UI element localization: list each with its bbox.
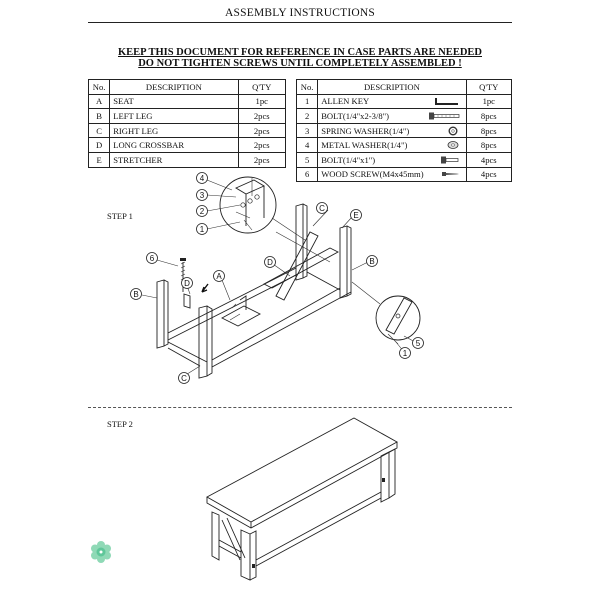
callout-e [351, 210, 362, 221]
detail-zoom-top [220, 177, 330, 262]
hardware-qty: 1pc [466, 94, 511, 109]
page-title: ASSEMBLY INSTRUCTIONS [225, 7, 375, 19]
callout-1-right [400, 348, 411, 359]
detail-zoom-right [352, 282, 420, 344]
col-description: DESCRIPTION [318, 80, 466, 95]
svg-text:B: B [133, 290, 139, 299]
svg-text:C: C [319, 204, 325, 213]
svg-text:A: A [216, 272, 222, 281]
part-qty: 1pc [238, 94, 286, 109]
brand-logo-flower-icon [91, 541, 111, 563]
part-no: E [89, 152, 110, 167]
svg-text:2: 2 [199, 207, 205, 216]
part-no: C [89, 123, 110, 138]
assembled-bench [207, 418, 397, 580]
svg-text:D: D [267, 258, 273, 267]
part-description: SEAT [110, 94, 238, 109]
step-divider [88, 407, 512, 408]
warning-keep-document: KEEP THIS DOCUMENT FOR REFERENCE IN CASE PARTS ARE NEEDED [118, 47, 482, 58]
svg-text:1: 1 [199, 225, 205, 234]
part-description: STRETCHER [110, 152, 238, 167]
hardware-no: 4 [297, 138, 318, 153]
col-qty: Q'TY [466, 80, 511, 95]
col-no: No. [89, 80, 110, 95]
part-qty: 2pcs [238, 138, 286, 153]
part-no: D [89, 138, 110, 153]
part-description: LEFT LEG [110, 109, 238, 124]
svg-text:E: E [353, 211, 359, 220]
callout-6 [147, 253, 158, 264]
hardware-description-text: BOLT(1/4"x1") [321, 154, 376, 165]
callout-5 [413, 338, 424, 349]
hardware-description-text: SPRING WASHER(1/4") [321, 125, 410, 136]
step-2-label: STEP 2 [107, 419, 133, 429]
col-no: No. [297, 80, 318, 95]
hardware-description-text: BOLT(1/4"x2-3/8") [321, 110, 389, 121]
part-qty: 2pcs [238, 152, 286, 167]
svg-text:D: D [184, 279, 190, 288]
hardware-description-text: WOOD SCREW(M4x45mm) [321, 169, 424, 180]
hardware-qty: 4pcs [466, 167, 511, 182]
callout-4 [197, 173, 208, 184]
part-no: B [89, 109, 110, 124]
svg-text:5: 5 [415, 339, 421, 348]
callout-d-right [265, 257, 276, 268]
hardware-no: 2 [297, 109, 318, 124]
hardware-no: 5 [297, 152, 318, 167]
warning-do-not-tighten: DO NOT TIGHTEN SCREWS UNTIL COMPLETELY ASSEMBLED ! [138, 58, 462, 69]
part-qty: 2pcs [238, 123, 286, 138]
svg-text:B: B [369, 257, 375, 266]
hardware-description-text: METAL WASHER(1/4") [321, 140, 408, 151]
col-description: DESCRIPTION [110, 80, 238, 95]
callout-a [214, 271, 225, 282]
part-description: LONG CROSSBAR [110, 138, 238, 153]
hardware-qty: 8pcs [466, 123, 511, 138]
callout-b-right [367, 256, 378, 267]
hardware-qty: 4pcs [466, 152, 511, 167]
svg-text:1: 1 [402, 349, 408, 358]
callout-d-left [182, 278, 193, 289]
part-qty: 2pcs [238, 109, 286, 124]
callout-c-top [317, 203, 328, 214]
hardware-no: 6 [297, 167, 318, 182]
callout-2 [197, 206, 208, 217]
hardware-description-text: ALLEN KEY [321, 96, 370, 107]
callout-3 [197, 190, 208, 201]
hardware-qty: 8pcs [466, 109, 511, 124]
part-description: RIGHT LEG [110, 123, 238, 138]
hardware-no: 3 [297, 123, 318, 138]
callout-c-bottom [179, 373, 190, 384]
col-qty: Q'TY [238, 80, 286, 95]
svg-text:6: 6 [149, 254, 155, 263]
svg-text:4: 4 [199, 174, 205, 183]
step-1-label: STEP 1 [107, 211, 133, 221]
svg-text:C: C [181, 374, 187, 383]
part-no: A [89, 94, 110, 109]
callout-b-left [131, 289, 142, 300]
svg-text:3: 3 [199, 191, 205, 200]
hardware-no: 1 [297, 94, 318, 109]
hardware-qty: 8pcs [466, 138, 511, 153]
callout-1-top [197, 224, 208, 235]
